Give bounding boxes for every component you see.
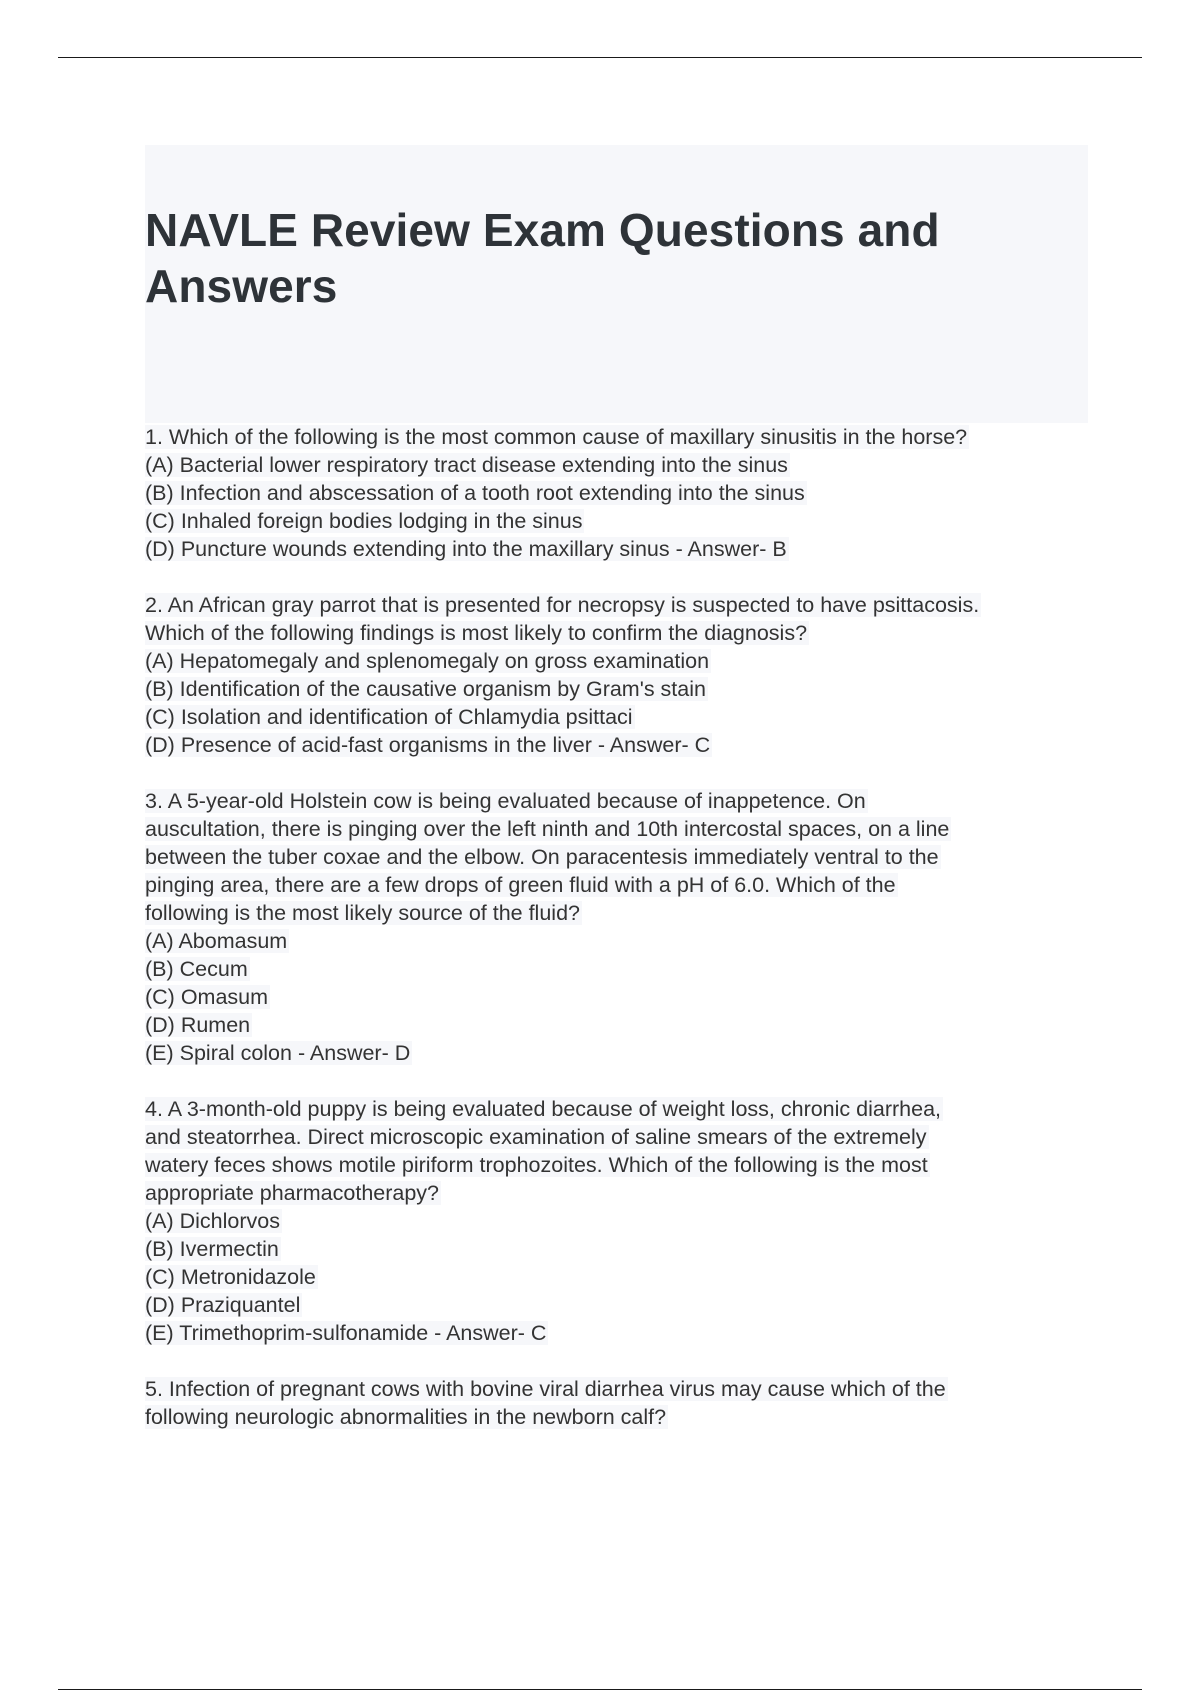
answer-option: (D) Puncture wounds extending into the maxillary sinus - Answer- B	[145, 537, 787, 561]
question-line: following is the most likely source of the fluid?	[145, 901, 580, 925]
question-line: and steatorrhea. Direct microscopic examination of saline smears of the extremely	[145, 1125, 927, 1149]
title-block	[145, 145, 1088, 423]
question-3	[145, 787, 1105, 1067]
question-line: watery feces shows motile piriform trophozoites. Which of the following is the most	[145, 1153, 928, 1177]
question-line: 2. An African gray parrot that is presented for necropsy is suspected to have psittacosis.	[145, 593, 980, 617]
question-5	[145, 1375, 1105, 1431]
question-line: Which of the following findings is most likely to confirm the diagnosis?	[145, 621, 808, 645]
answer-option: (A) Hepatomegaly and splenomegaly on gross examination	[145, 649, 710, 673]
answer-option: (B) Ivermectin	[145, 1237, 279, 1261]
question-line: following neurologic abnormalities in the newborn calf?	[145, 1405, 667, 1429]
question-line: between the tuber coxae and the elbow. On paracentesis immediately ventral to the	[145, 845, 939, 869]
question-line: auscultation, there is pinging over the left ninth and 10th intercostal spaces, on a line	[145, 817, 950, 841]
answer-option: (C) Metronidazole	[145, 1265, 316, 1289]
top-rule	[58, 57, 1142, 58]
answer-option: (B) Infection and abscessation of a tooth root extending into the sinus	[145, 481, 805, 505]
question-2	[145, 591, 1105, 759]
answer-option: (A) Abomasum	[145, 929, 288, 953]
answer-option: (D) Presence of acid-fast organisms in the liver - Answer- C	[145, 733, 711, 757]
question-1	[145, 423, 1105, 563]
answer-option: (A) Bacterial lower respiratory tract disease extending into the sinus	[145, 453, 788, 477]
answer-option: (E) Spiral colon - Answer- D	[145, 1041, 411, 1065]
title-line-1: NAVLE Review Exam Questions and	[145, 204, 940, 256]
answer-option: (C) Inhaled foreign bodies lodging in the sinus	[145, 509, 583, 533]
question-line: 5. Infection of pregnant cows with bovine viral diarrhea virus may cause which of the	[145, 1377, 946, 1401]
question-4	[145, 1095, 1105, 1347]
answer-option: (B) Identification of the causative organism by Gram's stain	[145, 677, 706, 701]
page-title	[145, 202, 1045, 314]
answer-option: (E) Trimethoprim-sulfonamide - Answer- C	[145, 1321, 547, 1345]
answer-option: (C) Omasum	[145, 985, 269, 1009]
answer-option: (D) Praziquantel	[145, 1293, 301, 1317]
title-line-2: Answers	[145, 260, 338, 312]
bottom-rule	[58, 1689, 1142, 1690]
question-list	[145, 423, 1105, 1459]
answer-option: (B) Cecum	[145, 957, 248, 981]
question-line: 1. Which of the following is the most common cause of maxillary sinusitis in the horse?	[145, 425, 968, 449]
answer-option: (C) Isolation and identification of Chlamydia psittaci	[145, 705, 633, 729]
answer-option: (A) Dichlorvos	[145, 1209, 280, 1233]
answer-option: (D) Rumen	[145, 1013, 251, 1037]
question-line: pinging area, there are a few drops of green fluid with a pH of 6.0. Which of the	[145, 873, 896, 897]
question-line: 3. A 5-year-old Holstein cow is being evaluated because of inappetence. On	[145, 789, 866, 813]
question-line: 4. A 3-month-old puppy is being evaluated because of weight loss, chronic diarrhea,	[145, 1097, 941, 1121]
question-line: appropriate pharmacotherapy?	[145, 1181, 440, 1205]
